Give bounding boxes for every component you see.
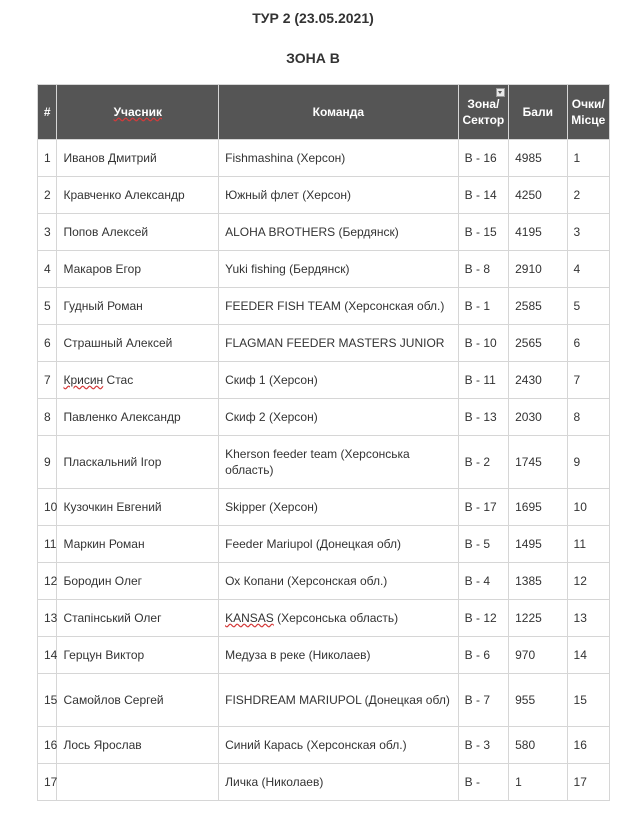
cell-zone: B - 17 <box>458 489 508 526</box>
cell-participant: Страшный Алексей <box>57 325 219 362</box>
tour-title: ТУР 2 (23.05.2021) <box>252 10 374 26</box>
cell-place: 15 <box>567 674 609 727</box>
cell-team: Скиф 2 (Херсон) <box>219 399 459 436</box>
cell-team: Skipper (Херсон) <box>219 489 459 526</box>
cell-num: 7 <box>38 362 57 399</box>
cell-score: 955 <box>509 674 567 727</box>
header-zone-line1: Зона/ <box>467 97 500 111</box>
cell-num: 1 <box>38 140 57 177</box>
cell-score: 580 <box>509 727 567 764</box>
cell-zone: B - 3 <box>458 727 508 764</box>
cell-place: 10 <box>567 489 609 526</box>
cell-zone: B - 6 <box>458 637 508 674</box>
cell-zone: B - 14 <box>458 177 508 214</box>
cell-participant <box>57 362 219 399</box>
cell-team: ALOHA BROTHERS (Бердянск) <box>219 214 459 251</box>
cell-zone: B - 12 <box>458 600 508 637</box>
cell-participant: Самойлов Сергей <box>57 674 219 727</box>
cell-score: 4985 <box>509 140 567 177</box>
cell-num: 8 <box>38 399 57 436</box>
cell-score: 2030 <box>509 399 567 436</box>
cell-zone: B - 16 <box>458 140 508 177</box>
cell-zone: B - 8 <box>458 251 508 288</box>
team-name-part: KANSAS <box>225 611 274 625</box>
cell-num: 16 <box>38 727 57 764</box>
cell-score: 1495 <box>509 526 567 563</box>
cell-place: 16 <box>567 727 609 764</box>
table-row <box>38 600 610 637</box>
cell-place: 6 <box>567 325 609 362</box>
cell-team: Личка (Николаев) <box>219 764 459 801</box>
cell-participant: Кравченко Александр <box>57 177 219 214</box>
cell-participant: Кузочкин Евгений <box>57 489 219 526</box>
header-participant[interactable] <box>57 85 219 140</box>
cell-participant: Стапінський Олег <box>57 600 219 637</box>
table-row <box>38 288 610 325</box>
cell-participant: Пласкальний Ігор <box>57 436 219 489</box>
cell-participant: Гудный Роман <box>57 288 219 325</box>
cell-zone: B - 10 <box>458 325 508 362</box>
cell-participant: Макаров Егор <box>57 251 219 288</box>
cell-num: 11 <box>38 526 57 563</box>
cell-place: 4 <box>567 251 609 288</box>
table-row <box>38 563 610 600</box>
cell-participant: Павленко Александр <box>57 399 219 436</box>
cell-num: 17 <box>38 764 57 801</box>
cell-zone: B - 5 <box>458 526 508 563</box>
cell-zone: B - 2 <box>458 436 508 489</box>
table-row <box>38 140 610 177</box>
cell-score: 1745 <box>509 436 567 489</box>
participant-name-part: Крисин <box>63 373 104 387</box>
cell-team <box>219 600 459 637</box>
cell-num: 6 <box>38 325 57 362</box>
cell-score: 2585 <box>509 288 567 325</box>
participant-name-rest: Стас <box>103 373 134 387</box>
zone-title: ЗОНА В <box>286 50 340 66</box>
cell-participant: Герцун Виктор <box>57 637 219 674</box>
header-place-line2: Місце <box>571 113 606 127</box>
cell-zone: B - 15 <box>458 214 508 251</box>
header-place[interactable] <box>567 85 609 140</box>
cell-zone: B - 4 <box>458 563 508 600</box>
table-row <box>38 177 610 214</box>
table-row <box>38 674 610 727</box>
cell-participant: Маркин Роман <box>57 526 219 563</box>
cell-participant: Иванов Дмитрий <box>57 140 219 177</box>
header-zone-line2: Сектор <box>462 113 505 127</box>
cell-num: 12 <box>38 563 57 600</box>
cell-team: Ох Копани (Херсонская обл.) <box>219 563 459 600</box>
cell-score: 4195 <box>509 214 567 251</box>
cell-participant <box>57 764 219 801</box>
cell-team: FEEDER FISH TEAM (Херсонская обл.) <box>219 288 459 325</box>
header-team[interactable]: Команда <box>219 85 459 140</box>
cell-place: 1 <box>567 140 609 177</box>
cell-participant: Лось Ярослав <box>57 727 219 764</box>
table-row <box>38 727 610 764</box>
cell-place: 13 <box>567 600 609 637</box>
cell-num: 14 <box>38 637 57 674</box>
cell-zone: B - <box>458 764 508 801</box>
cell-num: 13 <box>38 600 57 637</box>
header-place-line1: Очки/ <box>571 97 605 111</box>
cell-team: FISHDREAM MARIUPOL (Донецкая обл) <box>219 674 459 727</box>
cell-score: 4250 <box>509 177 567 214</box>
cell-num: 10 <box>38 489 57 526</box>
cell-participant: Бородин Олег <box>57 563 219 600</box>
table-row <box>38 399 610 436</box>
cell-place: 12 <box>567 563 609 600</box>
cell-score: 1225 <box>509 600 567 637</box>
header-zone[interactable] <box>458 85 508 140</box>
cell-team: Скиф 1 (Херсон) <box>219 362 459 399</box>
cell-zone: B - 11 <box>458 362 508 399</box>
cell-place: 3 <box>567 214 609 251</box>
table-row <box>38 214 610 251</box>
header-participant-label: Учасник <box>113 105 162 119</box>
cell-num: 5 <box>38 288 57 325</box>
results-table <box>37 84 610 801</box>
cell-score: 1385 <box>509 563 567 600</box>
cell-team: Feeder Mariupol (Донецкая обл) <box>219 526 459 563</box>
table-row <box>38 325 610 362</box>
cell-score: 2910 <box>509 251 567 288</box>
table-row <box>38 637 610 674</box>
cell-zone: B - 7 <box>458 674 508 727</box>
table-row <box>38 436 610 489</box>
cell-num: 4 <box>38 251 57 288</box>
team-name-rest: (Херсонська область) <box>273 611 399 625</box>
cell-team: Синий Карась (Херсонская обл.) <box>219 727 459 764</box>
table-row <box>38 526 610 563</box>
cell-participant: Попов Алексей <box>57 214 219 251</box>
table-row <box>38 764 610 801</box>
cell-team: FLAGMAN FEEDER MASTERS JUNIOR <box>219 325 459 362</box>
cell-score: 2565 <box>509 325 567 362</box>
header-score[interactable]: Бали <box>509 85 567 140</box>
table-row <box>38 251 610 288</box>
cell-place: 17 <box>567 764 609 801</box>
cell-place: 5 <box>567 288 609 325</box>
table-row <box>38 489 610 526</box>
cell-place: 7 <box>567 362 609 399</box>
cell-score: 1 <box>509 764 567 801</box>
cell-score: 1695 <box>509 489 567 526</box>
cell-team: Kherson feeder team (Херсонська область) <box>219 436 459 489</box>
cell-zone: B - 13 <box>458 399 508 436</box>
cell-place: 8 <box>567 399 609 436</box>
cell-num: 9 <box>38 436 57 489</box>
cell-team: Yuki fishing (Бердянск) <box>219 251 459 288</box>
cell-num: 15 <box>38 674 57 727</box>
cell-place: 14 <box>567 637 609 674</box>
cell-place: 2 <box>567 177 609 214</box>
cell-team: Fishmashina (Херсон) <box>219 140 459 177</box>
cell-num: 2 <box>38 177 57 214</box>
cell-place: 9 <box>567 436 609 489</box>
cell-score: 2430 <box>509 362 567 399</box>
cell-score: 970 <box>509 637 567 674</box>
table-row <box>38 362 610 399</box>
table-header-row <box>38 85 610 140</box>
sort-dropdown-icon[interactable] <box>496 88 505 97</box>
cell-zone: B - 1 <box>458 288 508 325</box>
cell-place: 11 <box>567 526 609 563</box>
header-num[interactable]: # <box>38 85 57 140</box>
cell-team: Медуза в реке (Николаев) <box>219 637 459 674</box>
cell-team: Южный флет (Херсон) <box>219 177 459 214</box>
cell-num: 3 <box>38 214 57 251</box>
